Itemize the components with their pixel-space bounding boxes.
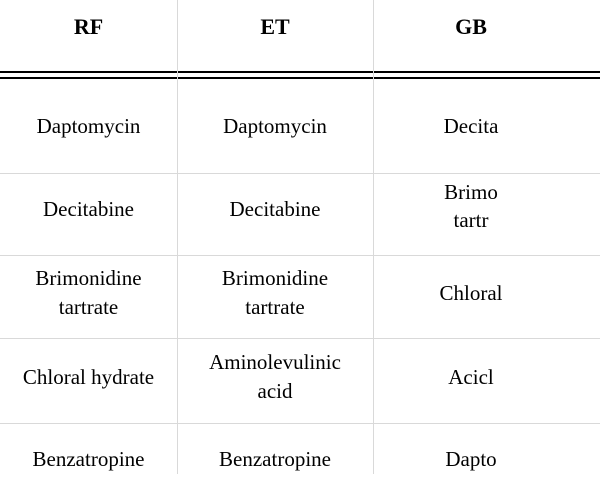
header-cell-et: ET	[260, 14, 290, 39]
table-cell: Decitabine	[43, 197, 134, 221]
header-cell-rf: RF	[73, 14, 104, 39]
table-row	[0, 174, 600, 255]
table-row	[0, 79, 600, 173]
table-row	[0, 339, 600, 422]
table-header-row	[0, 6, 600, 50]
header-rule-top	[0, 71, 600, 73]
table-row	[0, 424, 600, 484]
table-cell: Benzatropine	[32, 447, 145, 471]
column-divider	[177, 0, 178, 474]
table-cell: Chloral	[439, 281, 503, 305]
header-cell-gb: GB	[455, 14, 487, 39]
table-cell: Acicl	[448, 365, 494, 389]
table-cell: Aminolevulinic acid	[209, 350, 341, 403]
table-cell: Benzatropine	[219, 447, 331, 471]
table-cell: Brimonidine tartrate	[35, 266, 142, 319]
table-cell	[373, 178, 569, 234]
table-cell: Chloral hydrate	[22, 365, 155, 389]
table-cell: Dapto	[445, 447, 497, 471]
table-cell: Decita	[443, 114, 499, 138]
table-cell: Brimonidine tartrate	[221, 266, 329, 319]
table-cell: Decitabine	[229, 197, 321, 221]
table-cell: Daptomycin	[223, 114, 327, 138]
table-row	[0, 256, 600, 337]
column-divider	[373, 0, 374, 474]
table-cell: Daptomycin	[36, 114, 141, 138]
table-cell-line: Brimo tartr	[444, 180, 498, 232]
